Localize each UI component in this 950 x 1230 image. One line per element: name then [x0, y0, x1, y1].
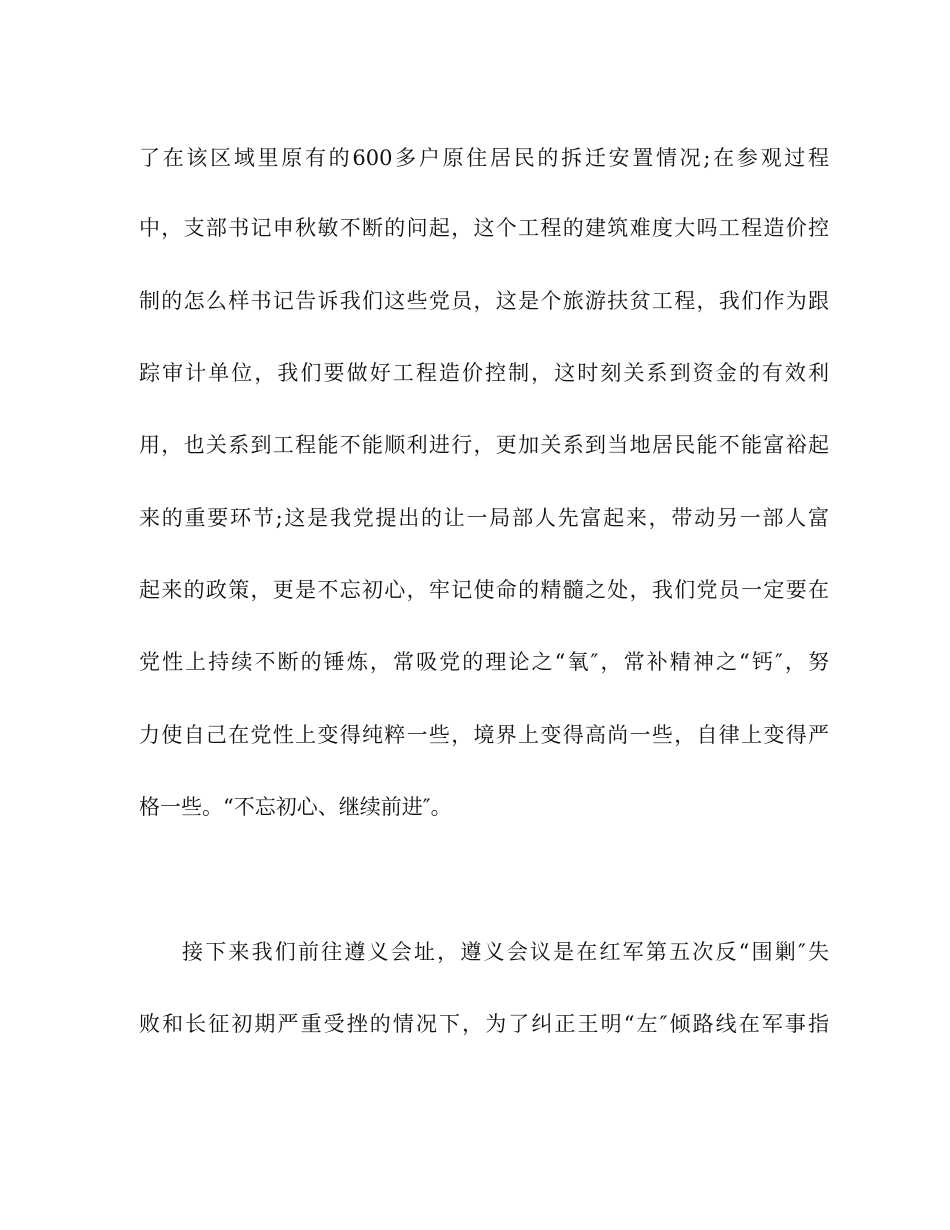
- paragraph-1-line-4: 踪审计单位，我们要做好工程造价控制，这时刻关系到资金的有效利: [139, 361, 829, 385]
- paragraph-1-line-2: 中，支部书记申秋敏不断的问起，这个工程的建筑难度大吗工程造价控: [139, 216, 829, 240]
- paragraph-1-line-8: 党性上持续不断的锤炼，常吸党的理论之“氧″，常补精神之“钙″，努: [139, 650, 829, 674]
- paragraph-1-line-7: 起来的政策，更是不忘初心，牢记使命的精髓之处，我们党员一定要在: [139, 578, 829, 602]
- paragraph-1-line-1: 了在该区域里原有的600多户原住居民的拆迁安置情况;在参观过程: [139, 146, 829, 170]
- paragraph-1-line-6: 来的重要环节;这是我党提出的让一局部人先富起来，带动另一部人富: [139, 506, 829, 530]
- paragraph-1-line-9: 力使自己在党性上变得纯粹一些，境界上变得高尚一些，自律上变得严: [139, 723, 829, 747]
- paragraph-1-line-3: 制的怎么样书记告诉我们这些党员，这是个旅游扶贫工程，我们作为跟: [139, 289, 829, 313]
- paragraph-2-line-2: 败和长征初期严重受挫的情况下，为了纠正王明“左″倾路线在军事指: [139, 1012, 829, 1036]
- paragraph-2-line-1: 接下来我们前往遵义会址，遵义会议是在红军第五次反“围剿″失: [182, 940, 829, 964]
- paragraph-1-line-10: 格一些。“不忘初心、继续前进″。: [139, 795, 452, 819]
- paragraph-1-line-5: 用，也关系到工程能不能顺利进行，更加关系到当地居民能不能富裕起: [139, 433, 829, 457]
